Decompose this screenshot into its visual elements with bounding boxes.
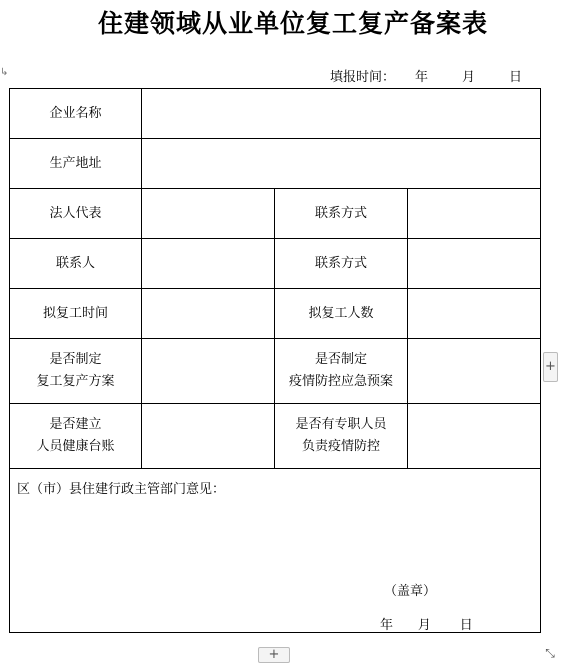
- emergency-plan-label-line1: 是否制定: [314, 352, 367, 367]
- legal-rep-label: 法人代表: [10, 189, 142, 239]
- fill-date-label: 填报时间：: [330, 70, 396, 85]
- dedicated-staff-label-line1: 是否有专职人员: [295, 417, 387, 432]
- resume-plan-label-line1: 是否制定: [49, 352, 102, 367]
- company-name-label: 企业名称: [10, 89, 142, 139]
- add-row-button[interactable]: +: [258, 647, 290, 663]
- page-title: 住建领域从业单位复工复产备案表: [97, 9, 488, 38]
- dedicated-staff-label-line2: 负责疫情防控: [301, 439, 380, 454]
- contact-method-label-2: 联系方式: [275, 239, 408, 289]
- opinion-date: [380, 615, 473, 637]
- opinion-date-day: 日: [459, 618, 473, 633]
- contact-method-label-1: 联系方式: [275, 189, 408, 239]
- health-ledger-label: [10, 404, 142, 469]
- fill-date: [330, 66, 522, 85]
- dedicated-staff-field[interactable]: [408, 404, 541, 469]
- table-anchor-icon[interactable]: ↳: [0, 67, 9, 78]
- contact-method-field-2[interactable]: [408, 239, 541, 289]
- filing-form-table: [9, 88, 541, 633]
- health-ledger-field[interactable]: [142, 404, 275, 469]
- resume-plan-label-line2: 复工复产方案: [36, 374, 115, 389]
- fill-date-month: 月: [462, 70, 476, 85]
- health-ledger-label-line1: 是否建立: [49, 417, 102, 432]
- contact-method-field-1[interactable]: [408, 189, 541, 239]
- legal-rep-field[interactable]: [142, 189, 275, 239]
- authority-opinion-field[interactable]: [10, 469, 541, 633]
- resume-plan-label: [10, 339, 142, 404]
- opinion-date-year: 年: [380, 618, 394, 633]
- emergency-plan-field[interactable]: [408, 339, 541, 404]
- authority-opinion-label: 区（市）县住建行政主管部门意见：: [17, 482, 226, 497]
- resume-plan-field[interactable]: [142, 339, 275, 404]
- emergency-plan-label: [275, 339, 408, 404]
- contact-person-field[interactable]: [142, 239, 275, 289]
- add-column-button[interactable]: +: [543, 352, 558, 382]
- production-address-label: 生产地址: [10, 139, 142, 189]
- resume-headcount-label: 拟复工人数: [275, 289, 408, 339]
- resume-headcount-field[interactable]: [408, 289, 541, 339]
- seal-label: （盖章）: [384, 584, 437, 599]
- fill-date-year: 年: [415, 70, 429, 85]
- fill-date-day: 日: [509, 70, 523, 85]
- health-ledger-label-line2: 人员健康台账: [36, 439, 115, 454]
- company-name-field[interactable]: [142, 89, 541, 139]
- emergency-plan-label-line2: 疫情防控应急预案: [288, 374, 393, 389]
- resume-time-label: 拟复工时间: [10, 289, 142, 339]
- opinion-date-month: 月: [417, 618, 431, 633]
- dedicated-staff-label: [275, 404, 408, 469]
- contact-person-label: 联系人: [10, 239, 142, 289]
- resize-handle-icon[interactable]: ⤡: [545, 646, 555, 660]
- resume-time-field[interactable]: [142, 289, 275, 339]
- production-address-field[interactable]: [142, 139, 541, 189]
